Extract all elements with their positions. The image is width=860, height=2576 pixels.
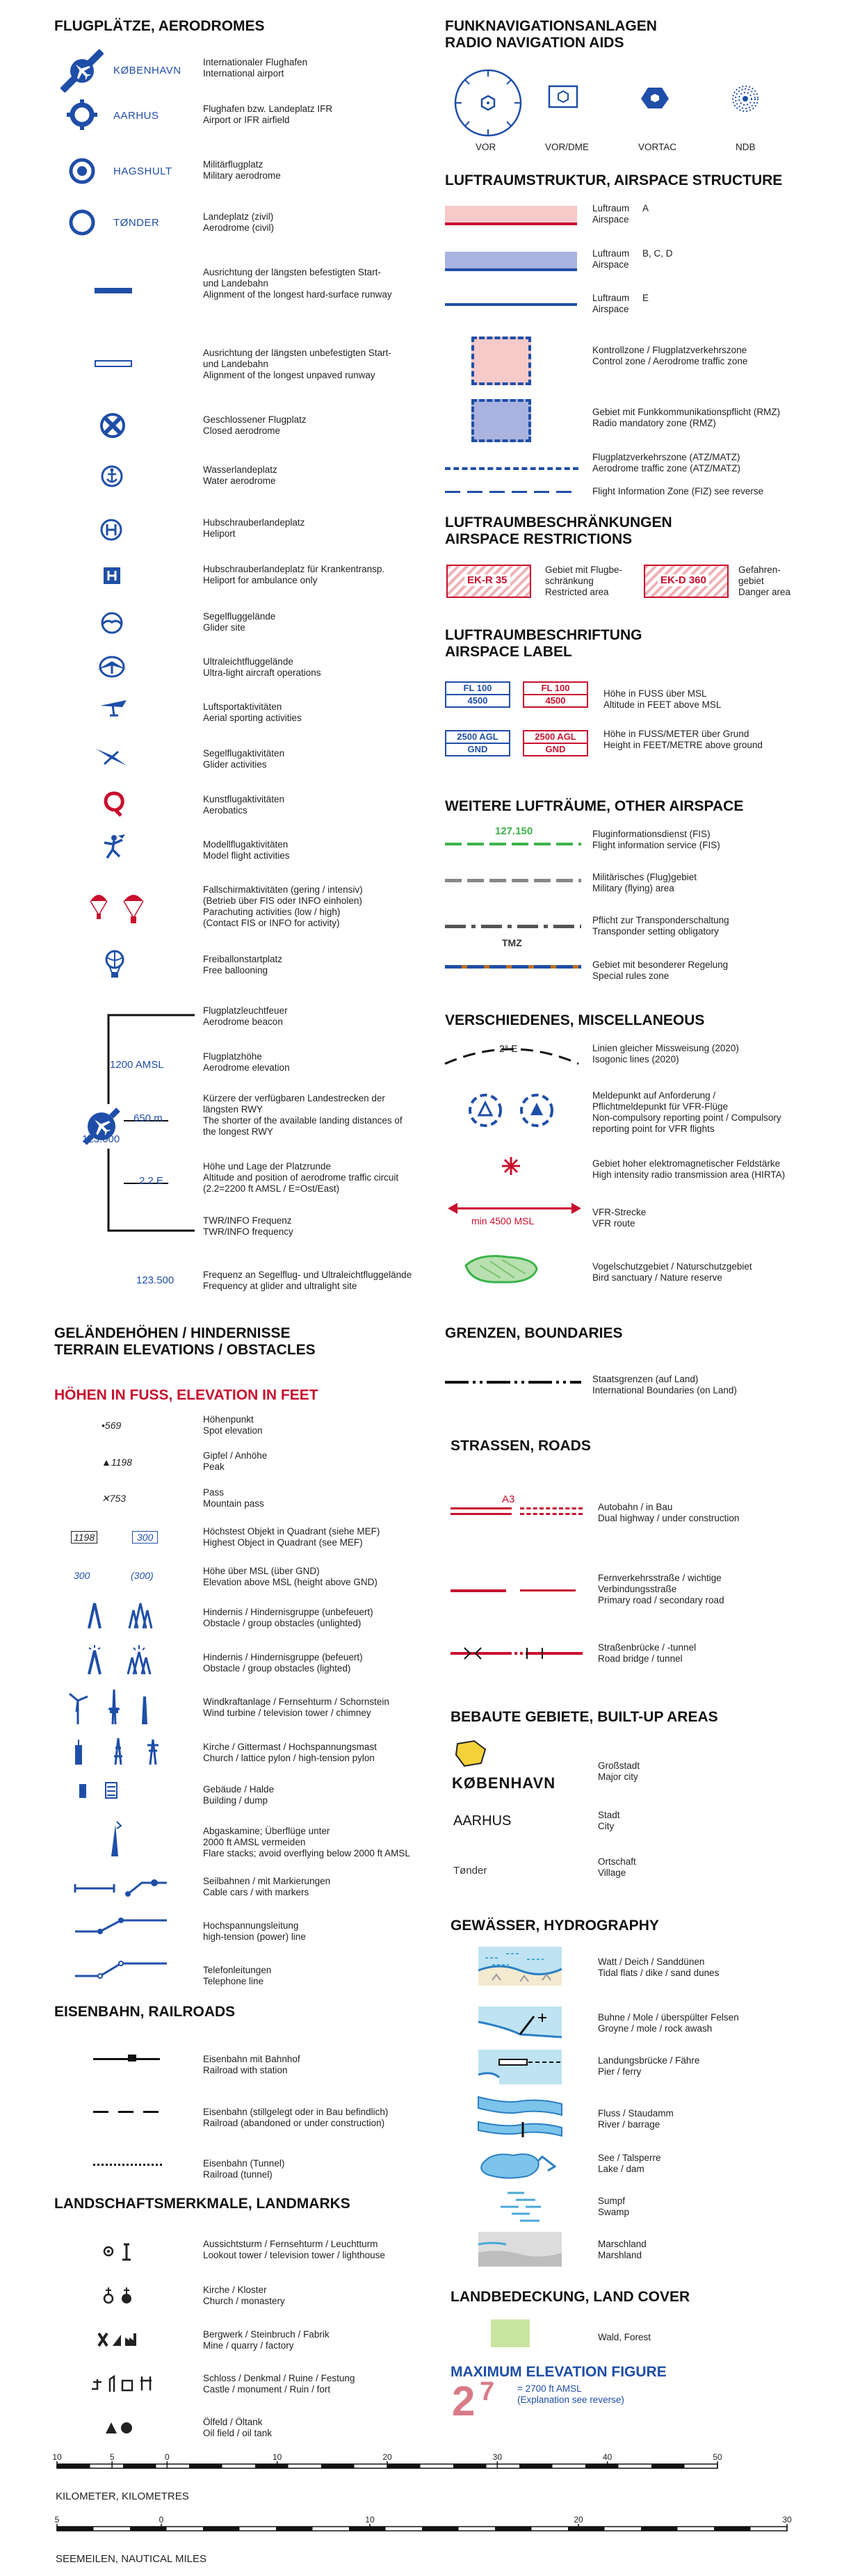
agl-label-legend: Höhe in FUSS/METER über Grund Height in FEET/METRE above ground bbox=[603, 729, 763, 750]
pass-value: 753 bbox=[109, 1493, 127, 1504]
roads-title: STRASSEN, ROADS bbox=[451, 1438, 591, 1454]
groyne-legend: Buhne / Mole / überspülter Felsen Groyne / mole / rock awash bbox=[598, 2012, 739, 2034]
nm-scale-tick-label: 30 bbox=[782, 2515, 792, 2525]
swamp-symbol bbox=[495, 2190, 551, 2228]
km-scale-segment bbox=[255, 2464, 289, 2468]
km-scale-tick-label: 30 bbox=[492, 2452, 503, 2462]
pass-symbol: ✕753 bbox=[102, 1493, 127, 1504]
nm-scale-tick-label: 5 bbox=[54, 2515, 60, 2525]
mef-legend: = 2700 ft AMSL (Explanation see reverse) bbox=[517, 2383, 624, 2405]
reporting-point-icons bbox=[467, 1092, 558, 1133]
obstacle-lit-icon bbox=[83, 1644, 160, 1680]
obstacle-unlit-icon bbox=[86, 1601, 156, 1635]
military-area-legend: Militärisches (Flug)gebiet Military (flying) area bbox=[592, 872, 697, 893]
railroad-abandoned-icon bbox=[93, 2111, 163, 2113]
km-scale-segment bbox=[651, 2464, 685, 2468]
heli-ambulance-icon bbox=[104, 567, 120, 588]
agl-label-red: 2500 AGL GND bbox=[523, 730, 588, 756]
railroad-station-legend: Eisenbahn mit Bahnhof Railroad with station bbox=[203, 2054, 300, 2075]
km-scale-tick-label: 5 bbox=[109, 2452, 115, 2462]
beacon-legend: Flugplatzleuchtfeuer Aerodrome beacon bbox=[203, 1005, 288, 1027]
closed-aerodrome-legend: Geschlossener Flugplatz Closed aerodrome bbox=[203, 414, 307, 436]
navaid-label-vordme: VOR/DME bbox=[545, 142, 590, 152]
quadrant-value-1: 1198 bbox=[71, 1531, 97, 1544]
airspace-e-symbol bbox=[445, 303, 577, 306]
tmz-legend: Pflicht zur Transponderschaltung Transponder setting obligatory bbox=[592, 915, 729, 937]
nm-scale-tick-label: 20 bbox=[574, 2515, 583, 2525]
balloon-icon bbox=[104, 949, 125, 983]
danger-area-legend: Gefahren- gebiet Danger area bbox=[738, 565, 791, 597]
lake-dam-symbol bbox=[478, 2148, 562, 2185]
model-flight-legend: Modellflugaktivitäten Model flight activities bbox=[203, 839, 290, 861]
oil-field-icon bbox=[104, 2420, 135, 2440]
railroad-tunnel-legend: Eisenbahn (Tunnel) Railroad (tunnel) bbox=[203, 2158, 285, 2180]
forest-legend: Wald, Forest bbox=[598, 2332, 651, 2342]
spot-elevation-value: 569 bbox=[104, 1420, 122, 1431]
hydrography-title: GEWÄSSER, HYDROGRAPHY bbox=[451, 1918, 659, 1934]
km-scale-segment bbox=[519, 2464, 553, 2468]
village-name: Tønder bbox=[453, 1865, 487, 1877]
km-scale-segment bbox=[453, 2464, 487, 2468]
oil-field-legend: Ölfeld / Öltank Oil field / oil tank bbox=[203, 2417, 273, 2438]
wind-turbine-icon bbox=[67, 1688, 171, 1729]
frequency-value: 123.000 bbox=[82, 1133, 120, 1145]
km-scale-segment bbox=[321, 2464, 355, 2468]
ultralight-legend: Ultraleichtfluggelände Ultra-light aircraft operations bbox=[203, 656, 321, 678]
navaid-label-ndb: NDB bbox=[736, 142, 756, 152]
tmz-label: TMZ bbox=[502, 937, 522, 948]
nm-scale-segment bbox=[641, 2527, 678, 2531]
major-city-legend: Großstadt Major city bbox=[598, 1760, 640, 1782]
msl-value: 300 bbox=[74, 1570, 90, 1581]
major-city-shape bbox=[453, 1740, 488, 1771]
highway-symbol bbox=[451, 1507, 512, 1515]
heliport-icon bbox=[99, 518, 123, 545]
airspace-bcd-legend: Luftraum B, C, D Airspace bbox=[592, 248, 673, 270]
vor-dme-icon bbox=[548, 85, 578, 112]
ndb-icon bbox=[731, 85, 759, 116]
peak-value: 1198 bbox=[111, 1457, 132, 1468]
railroad-station-icon bbox=[93, 2058, 160, 2060]
special-rules-legend: Gebiet mit besonderer Regelung Special rules zone bbox=[592, 959, 729, 981]
airspace-structure-title: LUFTRAUMSTRUKTUR, AIRSPACE STRUCTURE bbox=[445, 172, 783, 188]
shorter-rwy-legend: Kürzere der verfügbaren Landestrecken der längsten RWY The shorter of the available landing distances of the longest RWY bbox=[203, 1093, 403, 1137]
obstacle-unlit-legend: Hindernis / Hindernisgruppe (unbefeuert) Obstacle / group obstacles (unlighted) bbox=[203, 1607, 373, 1628]
road-bridge-legend: Straßenbrücke / -tunnel Road bridge / tunnel bbox=[598, 1642, 697, 1664]
vortac-icon bbox=[638, 85, 672, 113]
landmarks-title: LANDSCHAFTSMERKMALE, LANDMARKS bbox=[54, 2196, 350, 2212]
other-airspace-title: WEITERE LUFTRÄUME, OTHER AIRSPACE bbox=[445, 798, 744, 814]
tidal-flats-legend: Watt / Deich / Sanddünen Tidal flats / dike / sand dunes bbox=[598, 1957, 720, 1978]
gnd-value: (300) bbox=[131, 1570, 154, 1581]
nm-scale-segment bbox=[276, 2527, 313, 2531]
terrain-subtitle: HÖHEN IN FUSS, ELEVATION IN FEET bbox=[54, 1387, 318, 1403]
spot-elevation-symbol: •569 bbox=[102, 1420, 122, 1431]
parachute-icon bbox=[88, 890, 150, 931]
quadrant-legend: Höchstest Objekt in Quadrant (siehe MEF) Highest Object in Quadrant (see MEF) bbox=[203, 1526, 380, 1548]
power-line-icon bbox=[72, 1916, 170, 1941]
airspace-bcd-symbol bbox=[445, 252, 577, 271]
civil-aerodrome-legend: Landeplatz (zivil) Aerodrome (civil) bbox=[203, 211, 275, 233]
international-airport-legend: Internationaler Flughafen International airport bbox=[203, 57, 308, 79]
bird-sanctuary-symbol bbox=[459, 1251, 542, 1290]
ifr-airfield-legend: Flughafen bzw. Landeplatz IFR Airport or IFR airfield bbox=[203, 104, 333, 125]
mef-title: MAXIMUM ELEVATION FIGURE bbox=[451, 2364, 667, 2380]
glider-site-icon bbox=[99, 610, 124, 639]
builtup-title: BEBAUTE GEBIETE, BUILT-UP AREAS bbox=[451, 1709, 718, 1725]
hang-glider-icon bbox=[99, 699, 128, 723]
marshland-legend: Marschland Marshland bbox=[598, 2239, 647, 2260]
water-aerodrome-legend: Wasserlandeplatz Water aerodrome bbox=[203, 464, 277, 486]
airport-name-hagshult: HAGSHULT bbox=[113, 165, 172, 177]
fl-label-legend: Höhe in FUSS über MSL Altitude in FEET above MSL bbox=[603, 688, 722, 710]
hard-runway-legend: Ausrichtung der längsten befestigten Start- und Landebahn Alignment of the longest hard-surface runway bbox=[203, 267, 392, 300]
spot-elevation-legend: Höhenpunkt Spot elevation bbox=[203, 1414, 263, 1436]
misc-title: VERSCHIEDENES, MISCELLANEOUS bbox=[445, 1012, 705, 1028]
fl-label-blue: FL 100 4500 bbox=[445, 681, 510, 708]
vor-icon bbox=[452, 67, 524, 143]
primary-road-legend: Fernverkehrsstraße / wichtige Verbindungsstraße Primary road / secondary road bbox=[598, 1573, 724, 1605]
navaid-label-vortac: VORTAC bbox=[638, 142, 677, 152]
rmz-symbol bbox=[471, 399, 531, 442]
primary-road-symbol bbox=[451, 1589, 506, 1592]
fl-label-red: FL 100 4500 bbox=[523, 681, 588, 708]
km-scale-tick-label: 0 bbox=[164, 2452, 170, 2462]
aerodromes-title: FLUGPLÄTZE, AERODROMES bbox=[54, 18, 265, 34]
nm-scale-segment bbox=[57, 2527, 94, 2531]
railroad-abandoned-legend: Eisenbahn (stillgelegt oder in Bau befindlich) Railroad (abandoned or under construction) bbox=[203, 2107, 389, 2128]
mine-factory-legend: Bergwerk / Steinbruch / Fabrik Mine / quarry / factory bbox=[203, 2329, 330, 2351]
km-scale-label: KILOMETER, KILOMETRES bbox=[56, 2490, 189, 2502]
mef-small-digit: 7 bbox=[480, 2377, 495, 2406]
atz-legend: Flugplatzverkehrszone (ATZ/MATZ) Aerodrome traffic zone (ATZ/MATZ) bbox=[592, 452, 741, 473]
aerobatics-legend: Kunstflugaktivitäten Aerobatics bbox=[203, 794, 285, 816]
highway-number: A3 bbox=[502, 1493, 515, 1505]
tidal-flats-symbol bbox=[478, 1947, 562, 1989]
elevation-value: 1200 AMSL bbox=[110, 1059, 164, 1071]
power-line-legend: Hochspannungsleitung high-tension (power) line bbox=[203, 1920, 306, 1942]
fis-frequency: 127.150 bbox=[495, 825, 533, 837]
cable-car-legend: Seilbahnen / mit Markierungen Cable cars / with markers bbox=[203, 1876, 331, 1897]
tmz-symbol bbox=[445, 925, 581, 928]
km-scale-segment bbox=[123, 2464, 156, 2468]
terrain-title: GELÄNDEHÖHEN / HINDERNISSE TERRAIN ELEVATIONS / OBSTACLES bbox=[54, 1325, 316, 1358]
isogonic-value: 2° E bbox=[499, 1043, 518, 1054]
elevation-legend: Flugplatzhöhe Aerodrome elevation bbox=[203, 1051, 290, 1073]
airport-name-aarhus: AARHUS bbox=[113, 110, 159, 122]
state-boundary-legend: Staatsgrenzen (auf Land) International Boundaries (on Land) bbox=[592, 1374, 737, 1395]
church-pylon-legend: Kirche / Gittermast / Hochspannungsmast Church / lattice pylon / high-tension pylon bbox=[203, 1742, 377, 1763]
nm-scale-label: SEEMEILEN, NAUTICAL MILES bbox=[56, 2553, 207, 2565]
castle-monument-legend: Schloss / Denkmal / Ruine / Festung Castle / monument / Ruin / fort bbox=[203, 2373, 355, 2395]
cable-car-icon bbox=[72, 1874, 170, 1902]
mine-factory-icon bbox=[97, 2331, 139, 2352]
rmz-legend: Gebiet mit Funkkommunikationspflicht (RMZ) Radio mandatory zone (RMZ) bbox=[592, 407, 781, 428]
hirta-legend: Gebiet hoher elektromagnetischer Feldstärke High intensity radio transmission area (HIRTA) bbox=[592, 1158, 786, 1180]
shorter-rwy-value: 650 m bbox=[133, 1112, 163, 1124]
fiz-legend: Flight Information Zone (FIZ) see reverse bbox=[592, 486, 764, 496]
ifr-airfield-icon bbox=[67, 99, 97, 133]
danger-area-symbol bbox=[644, 565, 729, 598]
military-aerodrome-legend: Militärflugplatz Military aerodrome bbox=[203, 159, 281, 181]
restricted-area-symbol bbox=[446, 565, 531, 598]
groyne-symbol bbox=[478, 2007, 562, 2045]
pier-ferry-legend: Landungsbrücke / Fähre Pier / ferry bbox=[598, 2055, 700, 2077]
model-flight-icon bbox=[102, 833, 127, 863]
peak-legend: Gipfel / Anhöhe Peak bbox=[203, 1450, 268, 1472]
church-monastery-icon bbox=[103, 2285, 135, 2310]
peak-symbol: ▲1198 bbox=[102, 1457, 132, 1468]
balloon-legend: Freiballonstartplatz Free ballooning bbox=[203, 954, 283, 975]
km-scale-segment bbox=[387, 2464, 421, 2468]
telephone-line-legend: Telefonleitungen Telephone line bbox=[203, 1965, 272, 1986]
building-dump-icon bbox=[78, 1780, 120, 1804]
city-legend: Stadt City bbox=[598, 1810, 620, 1831]
pass-legend: Pass Mountain pass bbox=[203, 1487, 264, 1509]
ultralight-icon bbox=[96, 654, 128, 683]
airspace-e-legend: Luftraum E Airspace bbox=[592, 293, 649, 314]
international-airport-icon bbox=[49, 43, 118, 102]
restricted-area-legend: Gebiet mit Flugbe- schränkung Restricted area bbox=[545, 565, 623, 597]
bird-sanctuary-legend: Vogelschutzgebiet / Naturschutzgebiet Bird sanctuary / Nature reserve bbox=[592, 1261, 752, 1283]
km-scale-segment bbox=[189, 2464, 222, 2468]
km-scale-tick-label: 10 bbox=[52, 2452, 62, 2462]
glider-freq-legend: Frequenz an Segelflug- und Ultraleichtfluggelände Frequency at glider and ultralight site bbox=[203, 1270, 412, 1291]
isogonic-legend: Linien gleicher Missweisung (2020) Isogonic lines (2020) bbox=[592, 1043, 739, 1064]
km-scale-segment bbox=[57, 2464, 90, 2468]
parachute-legend: Fallschirmaktivitäten (gering / intensiv) (Betrieb über FIS oder INFO einholen) Parachuting activities (low / high) (Contact FIS or INFO for activity) bbox=[203, 884, 363, 928]
state-boundary-symbol bbox=[445, 1381, 581, 1384]
water-aerodrome-icon bbox=[99, 464, 124, 492]
hard-runway-icon bbox=[95, 288, 132, 293]
closed-aerodrome-icon bbox=[99, 412, 127, 443]
pier-ferry-symbol bbox=[478, 2050, 562, 2088]
highway-construction-symbol bbox=[520, 1507, 583, 1515]
lake-dam-legend: See / Talsperre Lake / dam bbox=[598, 2153, 661, 2174]
lookout-tower-legend: Aussichtsturm / Fernsehturm / Leuchtturm Lookout tower / television tower / lighthouse bbox=[203, 2239, 385, 2260]
nm-scale-tick-label: 10 bbox=[365, 2515, 375, 2525]
reporting-point-legend: Meldepunkt auf Anforderung / Pflichtmeldepunkt für VFR-Flüge Non-compulsory reporting point / Compulsory reporting point for VFR flights bbox=[592, 1090, 781, 1134]
landcover-title: LANDBEDECKUNG, LAND COVER bbox=[451, 2289, 690, 2305]
nm-scale-segment bbox=[568, 2527, 605, 2531]
building-dump-legend: Gebäude / Halde Building / dump bbox=[203, 1784, 275, 1806]
road-bridge-symbol bbox=[451, 1646, 583, 1664]
glider-activity-legend: Segelflugaktivitäten Glider activities bbox=[203, 748, 285, 770]
km-scale-tick-label: 40 bbox=[602, 2452, 612, 2462]
heliport-legend: Hubschrauberlandeplatz Heliport bbox=[203, 517, 305, 539]
quadrant-value-2: 300 bbox=[132, 1531, 158, 1544]
obstacle-lit-legend: Hindernis / Hindernisgruppe (befeuert) Obstacle / group obstacles (lighted) bbox=[203, 1652, 363, 1674]
fis-symbol bbox=[445, 843, 581, 845]
unpaved-runway-legend: Ausrichtung der längsten unbefestigten Start- und Landebahn Alignment of the longest unpaved runway bbox=[203, 348, 391, 380]
nm-scale-segment bbox=[495, 2527, 532, 2531]
special-rules-symbol bbox=[445, 965, 581, 969]
glider-activity-icon bbox=[95, 743, 129, 772]
military-area-symbol bbox=[445, 879, 581, 882]
major-city-name: KØBENHAVN bbox=[452, 1774, 556, 1792]
civil-aerodrome-icon bbox=[68, 209, 96, 240]
navaid-label-vor: VOR bbox=[476, 142, 496, 152]
nm-scale-tick-label: 0 bbox=[159, 2515, 164, 2525]
fiz-symbol bbox=[445, 491, 578, 493]
wind-turbine-legend: Windkraftanlage / Fernsehturm / Schornstein Wind turbine / television tower / chimney bbox=[203, 1696, 389, 1718]
km-scale-segment bbox=[585, 2464, 619, 2468]
airspace-label-title: LUFTRAUMBESCHRIFTUNG AIRSPACE LABEL bbox=[445, 627, 642, 660]
church-monastery-legend: Kirche / Kloster Church / monastery bbox=[203, 2285, 285, 2306]
nm-scale-segment bbox=[349, 2527, 386, 2531]
km-scale-bar bbox=[52, 2452, 724, 2483]
nm-scale-bar bbox=[54, 2514, 794, 2545]
church-pylon-icon bbox=[72, 1735, 163, 1769]
km-scale-tick-label: 20 bbox=[382, 2452, 392, 2462]
railroads-title: EISENBAHN, RAILROADS bbox=[54, 2004, 236, 2020]
flare-stack-legend: Abgaskamine; Überflüge unter 2000 ft AMSL vermeiden Flare stacks; avoid overflying below 2000 ft AMSL bbox=[203, 1826, 410, 1858]
lookout-tower-icon bbox=[103, 2240, 135, 2265]
river-barrage-legend: Fluss / Staudamm River / barrage bbox=[598, 2108, 674, 2130]
swamp-legend: Sumpf Swamp bbox=[598, 2196, 630, 2217]
restricted-area-code: EK-R 35 bbox=[464, 574, 510, 586]
airport-name-kobenhavn: KØBENHAVN bbox=[113, 65, 181, 76]
flare-stack-icon bbox=[104, 1822, 125, 1861]
castle-monument-icon bbox=[90, 2374, 153, 2398]
forest-symbol bbox=[491, 2319, 530, 2347]
city-name: AARHUS bbox=[453, 1813, 512, 1829]
twr-legend: TWR/INFO Frequenz TWR/INFO frequency bbox=[203, 1215, 293, 1237]
military-aerodrome-icon bbox=[68, 157, 96, 188]
airspace-a-symbol bbox=[445, 206, 577, 225]
nm-scale-segment bbox=[422, 2527, 459, 2531]
glider-freq-value: 123.500 bbox=[136, 1274, 175, 1286]
unpaved-runway-icon bbox=[95, 360, 132, 367]
village-legend: Ortschaft Village bbox=[598, 1856, 636, 1878]
boundaries-title: GRENZEN, BOUNDARIES bbox=[445, 1325, 623, 1341]
circuit-legend: Höhe und Lage der Platzrunde Altitude and position of aerodrome traffic circuit (2.2=2200 ft AMSL / E=Ost/East) bbox=[203, 1161, 399, 1194]
navaids-title: FUNKNAVIGATIONSANLAGEN RADIO NAVIGATION AIDS bbox=[445, 18, 657, 51]
heli-ambulance-legend: Hubschrauberlandeplatz für Krankentransp. Heliport for ambulance only bbox=[203, 564, 385, 585]
km-scale-tick-label: 50 bbox=[713, 2452, 722, 2462]
secondary-road-symbol bbox=[520, 1589, 576, 1591]
marshland-symbol bbox=[478, 2232, 562, 2270]
km-scale-tick-label: 10 bbox=[272, 2452, 282, 2462]
ctr-legend: Kontrollzone / Flugplatzverkehrszone Control zone / Aerodrome traffic zone bbox=[592, 345, 748, 366]
telephone-line-icon bbox=[72, 1958, 170, 1982]
agl-label-blue: 2500 AGL GND bbox=[445, 730, 510, 756]
river-barrage-symbol bbox=[478, 2094, 562, 2142]
nm-scale-segment bbox=[203, 2527, 240, 2531]
ctr-symbol bbox=[471, 337, 531, 385]
railroad-tunnel-icon bbox=[93, 2164, 163, 2166]
danger-area-code: EK-D 360 bbox=[658, 574, 709, 586]
aerial-sport-legend: Luftsportaktivitäten Aerial sporting activities bbox=[203, 702, 302, 723]
vfr-route-legend: VFR-Strecke VFR route bbox=[592, 1207, 647, 1229]
fis-legend: Fluginformationsdienst (FIS) Flight information service (FIS) bbox=[592, 829, 720, 850]
aerobatics-icon bbox=[100, 789, 128, 820]
mef-big-digit: 2 bbox=[452, 2378, 476, 2424]
airport-name-tonder: TØNDER bbox=[113, 217, 160, 229]
nm-scale-segment bbox=[714, 2527, 751, 2531]
atz-symbol bbox=[445, 467, 578, 470]
hirta-icon bbox=[501, 1156, 521, 1180]
highway-legend: Autobahn / in Bau Dual highway / under construction bbox=[598, 1502, 740, 1523]
msl-legend: Höhe über MSL (über GND) Elevation above MSL (height above GND) bbox=[203, 1566, 378, 1587]
restrictions-title: LUFTRAUMBESCHRÄNKUNGEN AIRSPACE RESTRICTIONS bbox=[445, 515, 672, 547]
vfr-route-value: min 4500 MSL bbox=[471, 1215, 535, 1226]
glider-site-legend: Segelfluggelände Glider site bbox=[203, 611, 276, 633]
circuit-value: 2.2 E bbox=[139, 1175, 164, 1187]
airspace-a-legend: Luftraum A Airspace bbox=[592, 203, 649, 225]
